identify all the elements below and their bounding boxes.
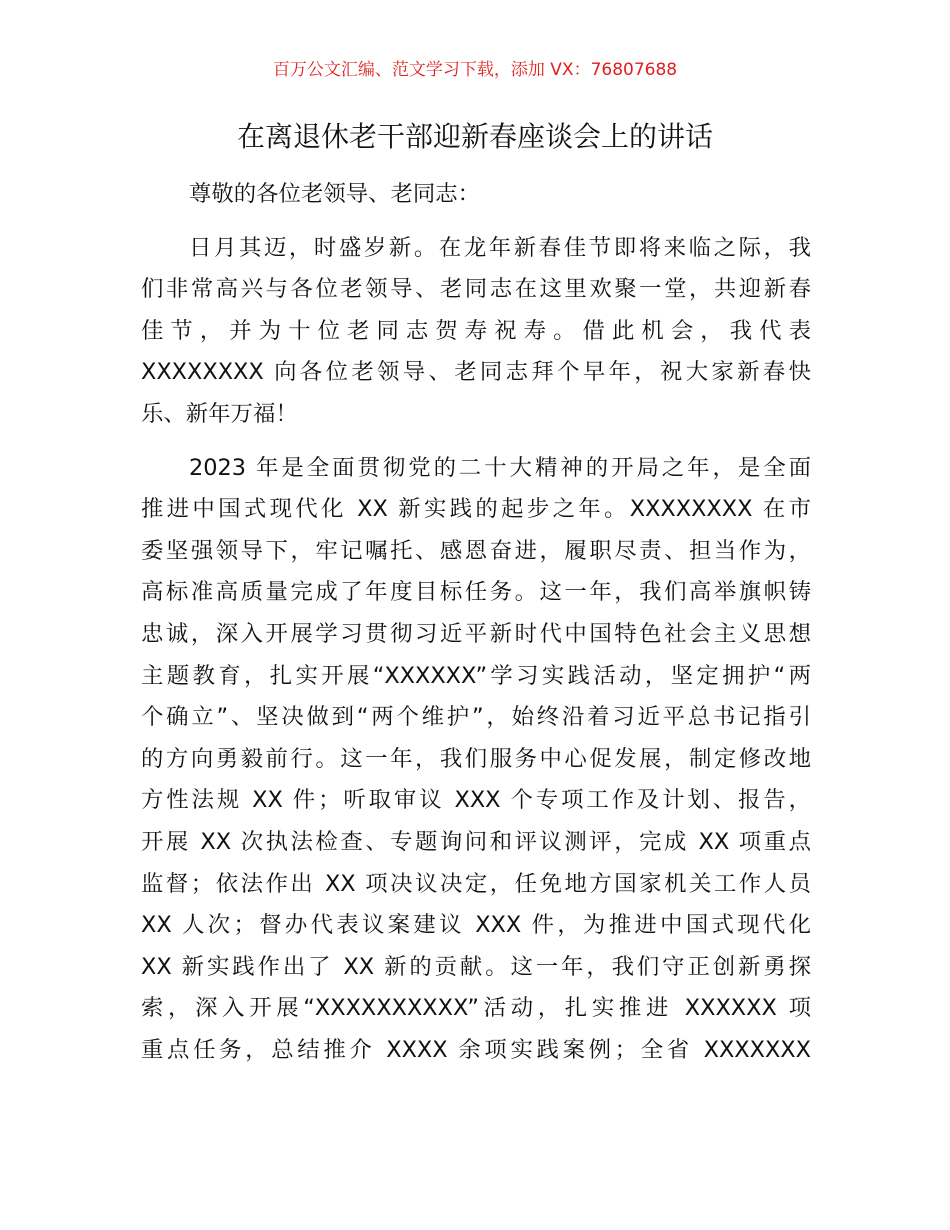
paragraph-line: XXXXXXXX 向各位老领导、老同志拜个早年，祝大家新春快 [141,359,811,386]
header-text: 百万公文汇编、范文学习下载，添加 VX：76807688 [272,60,678,80]
salutation: 尊敬的各位老领导、老同志： [189,181,481,207]
paragraph-2 [141,448,811,1072]
paragraph-line: 们非常高兴与各位老领导、老同志在这里欢聚一堂，共迎新春 [141,276,811,303]
paragraph-line: 重点任务，总结推介 XXXX 余项实践案例；全省 XXXXXXX [141,1036,811,1063]
paragraph-line: 主题教育，扎实开展“XXXXXX”学习实践活动，坚定拥护“两 [141,662,811,689]
document-body [141,174,811,1071]
paragraph-line: 个确立”、坚决做到“两个维护”，始终沿着习近平总书记指引 [141,704,811,731]
watermark-header [0,58,950,82]
page-title: 在离退休老干部迎新春座谈会上的讲话 [236,120,713,153]
paragraph-line: XX 人次；督办代表议案建议 XXX 件，为推进中国式现代化 [141,912,811,939]
paragraph-line: 推进中国式现代化 XX 新实践的起步之年。XXXXXXXX 在市 [141,496,811,523]
paragraph-line: 日月其迈，时盛岁新。在龙年新春佳节即将来临之际，我 [189,234,811,261]
paragraph-line: 开展 XX 次执法检查、专题询问和评议测评，完成 XX 项重点 [141,828,811,855]
paragraph-line: 方性法规 XX 件；听取审议 XXX 个专项工作及计划、报告， [141,787,811,814]
paragraph-line: 索，深入开展“XXXXXXXXXX”活动，扎实推进 XXXXXX 项 [141,995,811,1022]
paragraph-1 [141,228,811,436]
paragraph-line: 佳节，并为十位老同志贺寿祝寿。借此机会，我代表 [141,317,811,344]
paragraph-line: 委坚强领导下，牢记嘱托、感恩奋进，履职尽责、担当作为， [141,537,811,564]
paragraph-line: 乐、新年万福！ [141,400,298,427]
paragraph-line: 的方向勇毅前行。这一年，我们服务中心促发展，制定修改地 [141,745,811,772]
paragraph-line: 高标准高质量完成了年度目标任务。这一年，我们高举旗帜铸 [141,579,811,606]
paragraph-line: 2023 年是全面贯彻党的二十大精神的开局之年，是全面 [189,454,811,481]
paragraph-line: 监督；依法作出 XX 项决议决定，任免地方国家机关工作人员 [141,870,811,897]
paragraph-line: 忠诚，深入开展学习贯彻习近平新时代中国特色社会主义思想 [141,620,811,647]
paragraph-line: XX 新实践作出了 XX 新的贡献。这一年，我们守正创新勇探 [141,953,811,980]
